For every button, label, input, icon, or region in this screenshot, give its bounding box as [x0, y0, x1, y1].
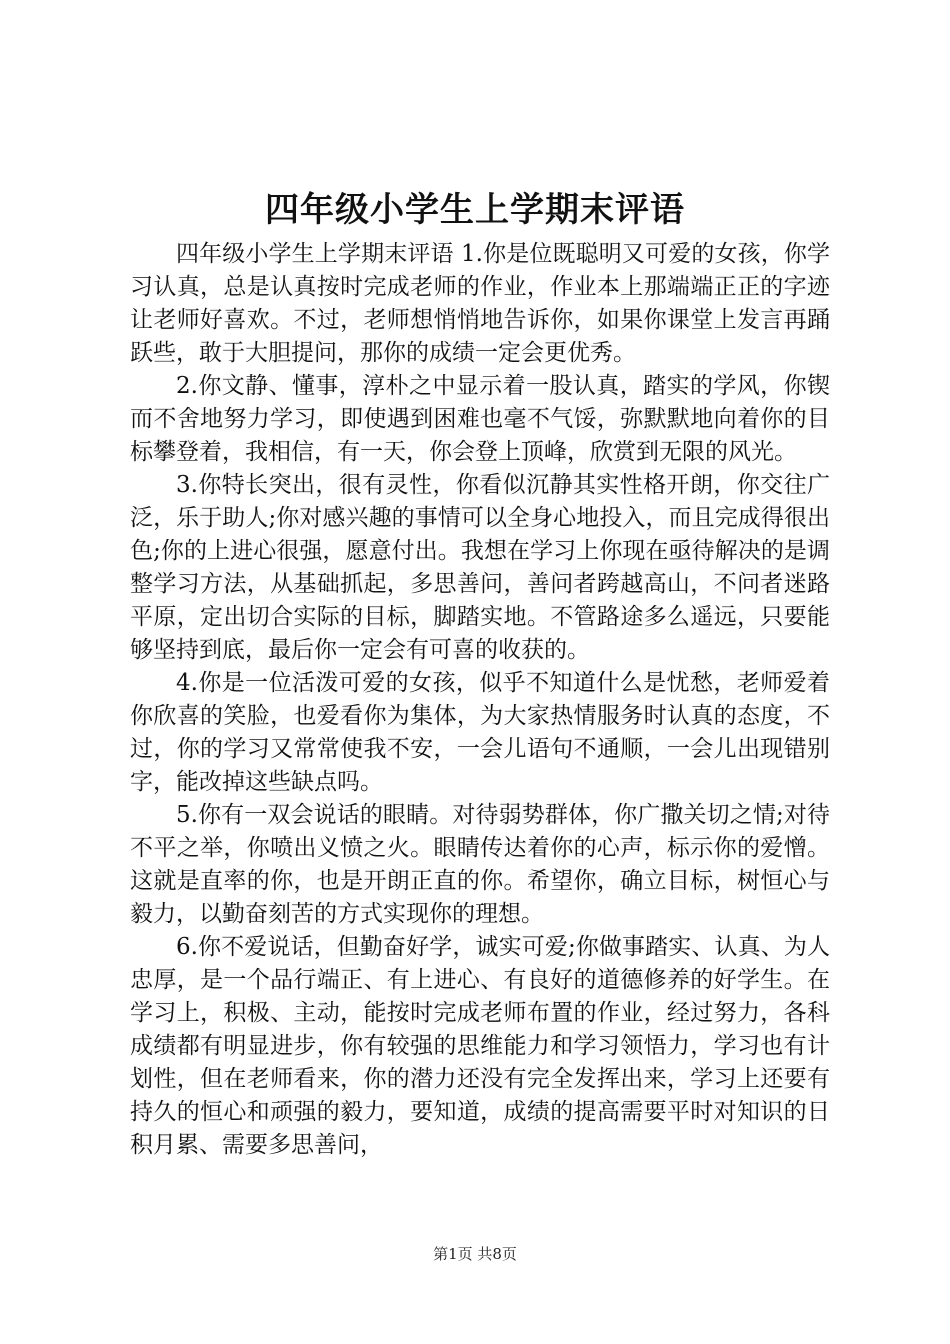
paragraph-2: 2.你文静、懂事，淳朴之中显示着一股认真，踏实的学风，你锲而不舍地努力学习，即使遇到困难也毫不气馁，弥默默地向着你的目标攀登着，我相信，有一天，你会登上顶峰，欣赏到无限的风光。 — [130, 373, 830, 465]
paragraph-6: 6.你不爱说话，但勤奋好学，诚实可爱;你做事踏实、认真、为人忠厚，是一个品行端正、有上进心、有良好的道德修养的好学生。在学习上，积极、主动，能按时完成老师布置的作业，经过努力，各科成绩都有明显进步，你有较强的思维能力和学习领悟力，学习也有计划性，但在老师看来，你的潜力还没有完全发挥出来，学习上还要有持久的恒心和顽强的毅力，要知道，成绩的提高需要平时对知识的日积月累、需要多思善问， — [130, 934, 830, 1158]
page-number-footer: 第1页 共8页 — [433, 1245, 517, 1263]
paragraph-4: 4.你是一位活泼可爱的女孩，似乎不知道什么是忧愁，老师爱着你欣喜的笑脸，也爱看你为集体，为大家热情服务时认真的态度，不过，你的学习又常常使我不安，一会儿语句不通顺，一会儿出现错别字，能改掉这些缺点吗。 — [130, 670, 830, 795]
paragraph-5: 5.你有一双会说话的眼睛。对待弱势群体，你广撒关切之情;对待不平之举，你喷出义愤之火。眼睛传达着你的心声，标示你的爱憎。这就是直率的你，也是开朗正直的你。希望你，确立目标，树恒心与毅力，以勤奋刻苦的方式实现你的理想。 — [130, 802, 830, 927]
document-title: 四年级小学生上学期末评语 — [265, 190, 685, 230]
document-body — [130, 238, 830, 1162]
paragraph-3: 3.你特长突出，很有灵性，你看似沉静其实性格开朗，你交往广泛，乐于助人;你对感兴趣的事情可以全身心地投入，而且完成得很出色;你的上进心很强，愿意付出。我想在学习上你现在亟待解决的是调整学习方法，从基础抓起，多思善问，善问者跨越高山，不问者迷路平原，定出切合实际的目标，脚踏实地。不管路途多么遥远，只要能够坚持到底，最后你一定会有可喜的收获的。 — [130, 472, 830, 663]
paragraph-1: 四年级小学生上学期末评语 1.你是位既聪明又可爱的女孩，你学习认真，总是认真按时完成老师的作业，作业本上那端端正正的字迹让老师好喜欢。不过，老师想悄悄地告诉你，如果你课堂上发言再踊跃些，敢于大胆提问，那你的成绩一定会更优秀。 — [130, 241, 830, 366]
